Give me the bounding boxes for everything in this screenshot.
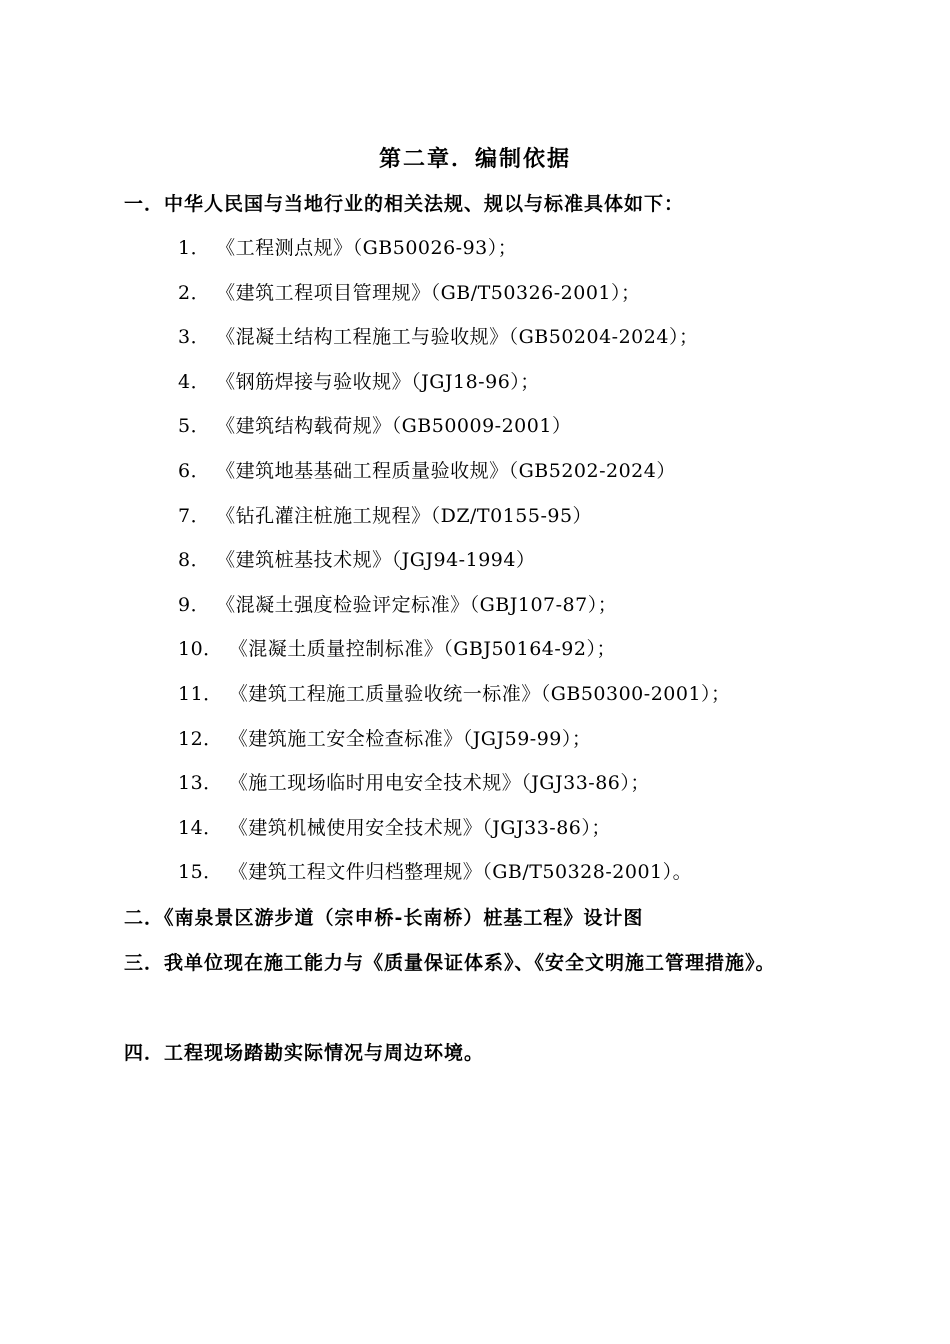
item-text: 《混凝土结构工程施工与验收规》（GB50204-2024）； [216,326,699,349]
item-number: 8． [178,549,211,572]
item-text: 《建筑地基基础工程质量验收规》（GB5202-2024） [216,459,676,482]
item-number: 15． [178,861,223,884]
chapter-title: 第二章．编制依据 [378,146,571,172]
item-text: 《建筑工程项目管理规》（GB/T50326-2001）； [216,281,641,304]
item-number: 6． [178,459,211,482]
list-item [178,404,818,449]
item-number: 5． [178,415,211,438]
item-number: 10． [178,638,223,661]
item-number: 14． [178,816,223,839]
list-item [178,761,818,806]
item-text: 《混凝土质量控制标准》（GBJ50164-92）； [228,638,616,661]
item-number: 4． [178,370,211,393]
list-item [178,360,818,405]
list-item [178,538,818,583]
item-text: 《钢筋焊接与验收规》（JGJ18-96）； [216,370,540,393]
list-item [178,226,818,271]
item-text: 《钻孔灌注桩施工规程》（DZ/T0155-95） [216,504,593,527]
item-number: 7． [178,504,211,527]
list-item [178,583,818,628]
list-item [178,717,818,762]
list-item [178,271,818,316]
item-number: 12． [178,727,223,750]
standards-list [178,226,818,895]
item-text: 《建筑工程文件归档整理规》（GB/T50328-2001）。 [228,861,693,884]
list-item [178,627,818,672]
list-item [178,315,818,360]
item-number: 13． [178,772,223,795]
item-number: 3． [178,326,211,349]
list-item [178,672,818,717]
list-item [178,850,818,895]
item-text: 《建筑施工安全检查标准》（JGJ59-99）； [228,727,592,750]
section-heading-regulations: 一．中华人民国与当地行业的相关法规、规以与标准具体如下： [124,193,685,215]
item-text: 《工程测点规》（GB50026-93）； [216,237,518,259]
section-heading-design-drawings: 二．《南泉景区游步道（宗申桥-长南桥）桩基工程》设计图 [124,907,644,929]
item-number: 2． [178,281,211,304]
list-item [178,494,818,539]
item-text: 《施工现场临时用电安全技术规》（JGJ33-86）； [228,772,650,795]
list-item [178,449,818,494]
item-text: 《建筑机械使用安全技术规》（JGJ33-86）； [228,816,611,839]
item-number: 1． [178,237,211,259]
item-text: 《混凝土强度检验评定标准》（GBJ107-87）； [216,593,618,616]
item-text: 《建筑结构载荷规》（GB50009-2001） [216,415,572,438]
item-number: 9． [178,593,211,616]
item-number: 11． [178,682,223,705]
list-item [178,806,818,851]
section-heading-capability: 三．我单位现在施工能力与《质量保证体系》、《安全文明施工管理措施》。 [124,952,776,974]
section-heading-site-survey: 四．工程现场踏勘实际情况与周边环境。 [124,1042,485,1064]
item-text: 《建筑桩基技术规》（JGJ94-1994） [216,549,536,572]
item-text: 《建筑工程施工质量验收统一标准》（GB50300-2001）； [228,682,731,705]
